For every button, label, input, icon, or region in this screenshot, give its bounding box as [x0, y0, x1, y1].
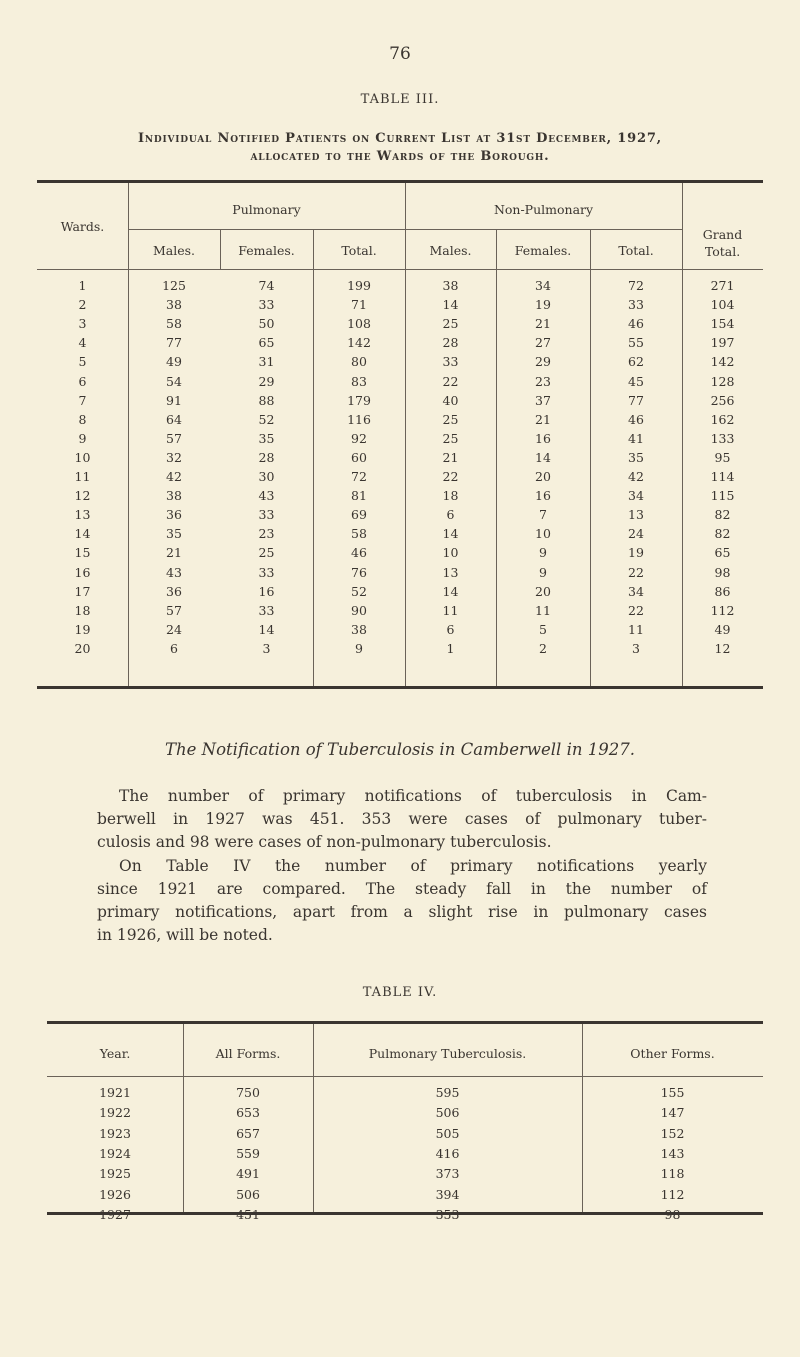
cell-other-forms: 152	[660, 1125, 685, 1141]
cell-pulm-females: 74	[258, 278, 275, 293]
cell-nonpulm-total: 34	[628, 583, 644, 599]
cell-pulm-males: 91	[166, 392, 182, 408]
cell-nonpulm-total: 22	[628, 564, 644, 580]
cell-pulm-males: 24	[166, 621, 182, 637]
table3-bottom-rule	[37, 686, 763, 689]
cell-nonpulm-females: 14	[535, 449, 551, 465]
paragraph-2	[97, 855, 707, 947]
cell-nonpulm-males: 28	[442, 335, 459, 351]
cell-nonpulm-total: 11	[628, 621, 644, 637]
cell-nonpulm-total: 77	[628, 392, 644, 408]
cell-ward: 20	[74, 640, 91, 656]
cell-nonpulm-total: 42	[628, 469, 644, 484]
cell-grand-total: 114	[710, 469, 735, 484]
cell-nonpulm-males: 6	[446, 621, 455, 637]
cell-nonpulm-total: 34	[628, 488, 644, 504]
cell-nonpulm-males: 10	[442, 545, 459, 561]
cell-nonpulm-total: 46	[628, 316, 644, 332]
cell-year: 1921	[99, 1085, 131, 1100]
cell-nonpulm-females: 21	[535, 316, 551, 332]
cell-nonpulm-females: 21	[535, 411, 551, 427]
cell-nonpulm-females: 19	[535, 297, 551, 313]
cell-other-forms: 98	[664, 1206, 681, 1222]
cell-pulm-total: 116	[347, 411, 371, 427]
cell-grand-total: 133	[710, 430, 735, 446]
cell-ward: 19	[74, 621, 91, 637]
cell-nonpulm-males: 11	[442, 602, 459, 618]
cell-pulm-females: 16	[258, 583, 275, 599]
table3-title: TABLE III.	[360, 92, 440, 107]
cell-pulm-females: 50	[258, 316, 275, 332]
cell-pulm-males: 58	[166, 316, 182, 332]
cell-pulm-total: 81	[351, 488, 367, 504]
cell-pulm-males: 21	[166, 545, 182, 561]
cell-pulm-males: 38	[166, 297, 182, 313]
header-nonpulm-total: Total.	[618, 243, 654, 258]
cell-pulm-total: 69	[351, 507, 367, 523]
cell-pulm-females: 30	[258, 469, 275, 484]
cell-pulmonary: 506	[435, 1105, 460, 1121]
paragraph-line: in 1926, will be noted.	[97, 926, 273, 944]
cell-grand-total: 115	[710, 488, 735, 504]
cell-pulm-males: 57	[166, 430, 182, 446]
cell-grand-total: 104	[710, 297, 735, 313]
cell-pulm-total: 72	[351, 469, 367, 484]
cell-grand-total: 112	[710, 602, 735, 618]
cell-pulm-females: 88	[258, 392, 275, 408]
table3-caption-line1: Individual Notified Patients on Current List at 31st December, 1927,	[137, 131, 662, 146]
cell-nonpulm-total: 3	[632, 640, 640, 656]
cell-pulmonary: 505	[435, 1125, 460, 1141]
cell-pulmonary: 595	[435, 1085, 460, 1100]
table3-caption	[0, 130, 800, 166]
cell-all-forms: 506	[236, 1186, 260, 1202]
cell-nonpulm-females: 20	[535, 469, 551, 484]
header-non-pulmonary: Non-Pulmonary	[493, 202, 594, 217]
paragraph-line: On Table IV the number of primary notifications yearly	[119, 857, 707, 875]
cell-all-forms: 559	[236, 1145, 260, 1161]
cell-nonpulm-males: 22	[442, 373, 459, 389]
cell-nonpulm-males: 14	[442, 526, 459, 542]
header-nonpulm-females: Females.	[514, 243, 572, 258]
cell-ward: 17	[74, 583, 91, 599]
header-pulmonary: Pulmonary	[232, 202, 301, 217]
table4-title: TABLE IV.	[362, 985, 438, 1000]
cell-all-forms: 491	[236, 1166, 260, 1182]
cell-grand-total: 162	[710, 411, 735, 427]
cell-nonpulm-total: 72	[628, 278, 644, 293]
cell-nonpulm-females: 20	[535, 583, 551, 599]
cell-nonpulm-males: 6	[446, 507, 455, 523]
cell-grand-total: 65	[714, 545, 731, 561]
cell-pulm-females: 25	[258, 545, 275, 561]
cell-pulm-total: 199	[347, 278, 371, 293]
t4-header-year: Year.	[99, 1046, 131, 1061]
cell-pulm-females: 31	[258, 354, 275, 370]
cell-all-forms: 657	[236, 1125, 260, 1141]
cell-pulm-females: 23	[258, 526, 275, 542]
cell-nonpulm-total: 13	[628, 507, 644, 523]
cell-grand-total: 82	[714, 526, 731, 542]
table3-caption-line2: allocated to the Wards of the Borough.	[250, 149, 550, 164]
cell-pulm-total: 9	[355, 640, 363, 656]
cell-nonpulm-total: 62	[628, 354, 644, 370]
header-nonpulm-males: Males.	[429, 243, 472, 258]
cell-pulmonary: 373	[435, 1166, 460, 1182]
cell-nonpulm-females: 11	[535, 602, 551, 618]
cell-all-forms: 750	[236, 1085, 260, 1100]
cell-nonpulm-males: 40	[442, 392, 459, 408]
cell-pulm-males: 36	[166, 583, 182, 599]
section-title: The Notification of Tuberculosis in Camberwell in 1927.	[165, 740, 635, 759]
cell-pulm-total: 142	[347, 335, 371, 351]
cell-nonpulm-total: 24	[628, 526, 644, 542]
cell-ward: 5	[78, 354, 87, 370]
table3-header-rule	[37, 269, 763, 270]
page-number: 76	[389, 44, 411, 64]
table4-top-rule	[47, 1021, 763, 1024]
cell-ward: 15	[74, 545, 91, 561]
cell-pulm-total: 90	[351, 602, 367, 618]
cell-grand-total: 86	[714, 583, 731, 599]
cell-pulm-males: 38	[166, 488, 182, 504]
cell-nonpulm-males: 25	[442, 411, 459, 427]
cell-nonpulm-males: 38	[442, 278, 459, 293]
cell-ward: 1	[78, 278, 87, 293]
cell-pulm-females: 28	[258, 449, 275, 465]
cell-grand-total: 154	[710, 316, 735, 332]
cell-nonpulm-males: 14	[442, 297, 459, 313]
table4-header-rule	[47, 1076, 763, 1077]
cell-nonpulm-females: 7	[539, 507, 547, 523]
cell-pulm-females: 65	[258, 335, 275, 351]
cell-pulm-males: 125	[162, 278, 186, 293]
paragraph-line: since 1921 are compared. The steady fall in the number of	[97, 880, 707, 898]
paragraph-line: berwell in 1927 was 451. 353 were cases of pulmonary tuber-	[97, 810, 707, 828]
cell-year: 1922	[99, 1105, 131, 1121]
cell-nonpulm-total: 35	[628, 449, 644, 465]
cell-nonpulm-males: 1	[446, 640, 455, 656]
cell-nonpulm-females: 9	[539, 545, 547, 561]
cell-pulm-males: 36	[166, 507, 182, 523]
cell-pulm-females: 29	[258, 373, 275, 389]
cell-pulm-total: 83	[351, 373, 367, 389]
cell-pulm-total: 71	[351, 297, 367, 313]
cell-pulm-males: 6	[170, 640, 178, 656]
cell-nonpulm-males: 14	[442, 583, 459, 599]
cell-nonpulm-males: 22	[442, 469, 459, 484]
cell-nonpulm-total: 45	[628, 373, 644, 389]
header-grand-total-line1: Grand	[702, 227, 743, 242]
cell-ward: 3	[78, 316, 87, 332]
cell-ward: 11	[74, 469, 91, 484]
cell-pulm-males: 32	[166, 449, 182, 465]
cell-other-forms: 155	[660, 1085, 685, 1100]
cell-nonpulm-females: 34	[535, 278, 551, 293]
cell-ward: 8	[78, 411, 87, 427]
cell-nonpulm-total: 22	[628, 602, 644, 618]
cell-pulmonary: 394	[435, 1186, 460, 1202]
cell-nonpulm-males: 13	[442, 564, 459, 580]
paragraph-line: culosis and 98 were cases of non-pulmonary tuberculosis.	[97, 833, 552, 851]
cell-nonpulm-females: 16	[535, 488, 551, 504]
cell-pulm-total: 108	[347, 316, 371, 332]
cell-other-forms: 118	[660, 1166, 685, 1182]
cell-pulm-females: 43	[258, 488, 275, 504]
cell-pulm-females: 52	[258, 411, 275, 427]
cell-grand-total: 98	[714, 564, 731, 580]
cell-year: 1927	[99, 1206, 131, 1222]
cell-pulm-females: 33	[258, 297, 275, 313]
header-wards: Wards.	[60, 219, 105, 234]
cell-nonpulm-females: 9	[539, 564, 547, 580]
cell-pulm-males: 64	[166, 411, 182, 427]
cell-nonpulm-total: 19	[628, 545, 644, 561]
cell-pulm-total: 92	[351, 430, 367, 446]
cell-pulm-total: 58	[351, 526, 367, 542]
cell-nonpulm-total: 46	[628, 411, 644, 427]
cell-pulm-total: 76	[351, 564, 367, 580]
cell-nonpulm-females: 27	[535, 335, 551, 351]
cell-year: 1924	[99, 1145, 131, 1161]
cell-grand-total: 82	[714, 507, 731, 523]
cell-pulm-males: 54	[166, 373, 182, 389]
cell-pulmonary: 353	[435, 1206, 460, 1222]
cell-ward: 6	[78, 373, 87, 389]
header-grand-total-line2: Total.	[704, 244, 741, 259]
header-pulm-total: Total.	[341, 243, 377, 258]
cell-pulm-females: 35	[258, 430, 275, 446]
cell-pulm-males: 35	[166, 526, 182, 542]
cell-nonpulm-total: 41	[628, 430, 644, 446]
cell-nonpulm-females: 10	[535, 526, 551, 542]
cell-grand-total: 197	[710, 335, 735, 351]
cell-nonpulm-females: 37	[535, 392, 551, 408]
cell-pulm-females: 33	[258, 564, 275, 580]
cell-pulm-total: 179	[347, 392, 371, 408]
paragraph-1	[97, 785, 707, 854]
cell-pulm-females: 14	[258, 621, 275, 637]
cell-other-forms: 143	[660, 1145, 685, 1161]
cell-ward: 12	[74, 488, 91, 504]
cell-pulm-males: 57	[166, 602, 182, 618]
cell-nonpulm-females: 16	[535, 430, 551, 446]
cell-pulmonary: 416	[435, 1145, 460, 1161]
cell-ward: 4	[78, 335, 87, 351]
paragraph-line: primary notifications, apart from a slight rise in pulmonary cases	[97, 903, 707, 921]
cell-nonpulm-total: 55	[628, 335, 644, 351]
cell-all-forms: 451	[236, 1206, 260, 1222]
cell-nonpulm-females: 23	[535, 373, 551, 389]
cell-ward: 9	[78, 430, 87, 446]
header-grand-total	[682, 226, 763, 260]
cell-pulm-females: 33	[258, 602, 275, 618]
cell-nonpulm-females: 5	[539, 621, 547, 637]
cell-grand-total: 49	[714, 621, 731, 637]
cell-nonpulm-males: 25	[442, 316, 459, 332]
cell-grand-total: 256	[710, 392, 735, 408]
cell-ward: 14	[74, 526, 91, 542]
cell-pulm-females: 33	[258, 507, 275, 523]
t4-header-pulmonary: Pulmonary Tuberculosis.	[368, 1046, 527, 1061]
cell-ward: 10	[74, 449, 91, 465]
cell-pulm-females: 3	[262, 640, 271, 656]
cell-year: 1923	[99, 1125, 131, 1141]
cell-pulm-total: 52	[351, 583, 367, 599]
cell-ward: 7	[78, 392, 87, 408]
header-pulm-males: Males.	[152, 243, 196, 258]
cell-ward: 2	[78, 297, 87, 313]
cell-nonpulm-males: 25	[442, 430, 459, 446]
cell-pulm-males: 42	[166, 469, 182, 484]
cell-pulm-total: 38	[351, 621, 367, 637]
paragraph-line: The number of primary notifications of tuberculosis in Cam-	[119, 787, 707, 805]
t4-header-other: Other Forms.	[630, 1046, 715, 1061]
cell-other-forms: 147	[660, 1105, 685, 1121]
cell-nonpulm-females: 29	[535, 354, 551, 370]
cell-nonpulm-males: 33	[442, 354, 459, 370]
t4-header-all-forms: All Forms.	[215, 1046, 281, 1061]
table3-top-rule	[37, 180, 763, 183]
cell-grand-total: 271	[710, 278, 735, 293]
cell-all-forms: 653	[236, 1105, 260, 1121]
cell-year: 1926	[99, 1186, 131, 1202]
cell-nonpulm-males: 21	[442, 449, 459, 465]
cell-nonpulm-total: 33	[628, 297, 644, 313]
cell-pulm-males: 43	[166, 564, 182, 580]
cell-nonpulm-males: 18	[442, 488, 459, 504]
cell-pulm-males: 49	[166, 354, 182, 370]
cell-nonpulm-females: 2	[539, 640, 547, 656]
cell-grand-total: 142	[710, 354, 735, 370]
cell-grand-total: 12	[714, 640, 731, 656]
cell-pulm-total: 80	[351, 354, 367, 370]
cell-pulm-males: 77	[166, 335, 182, 351]
cell-pulm-total: 60	[351, 449, 367, 465]
cell-grand-total: 95	[714, 449, 731, 465]
header-pulm-females: Females.	[238, 243, 295, 258]
cell-ward: 16	[74, 564, 91, 580]
cell-other-forms: 112	[660, 1186, 685, 1202]
cell-year: 1925	[99, 1166, 131, 1182]
cell-pulm-total: 46	[351, 545, 367, 561]
cell-grand-total: 128	[710, 373, 735, 389]
cell-ward: 18	[74, 602, 91, 618]
cell-ward: 13	[74, 507, 91, 523]
